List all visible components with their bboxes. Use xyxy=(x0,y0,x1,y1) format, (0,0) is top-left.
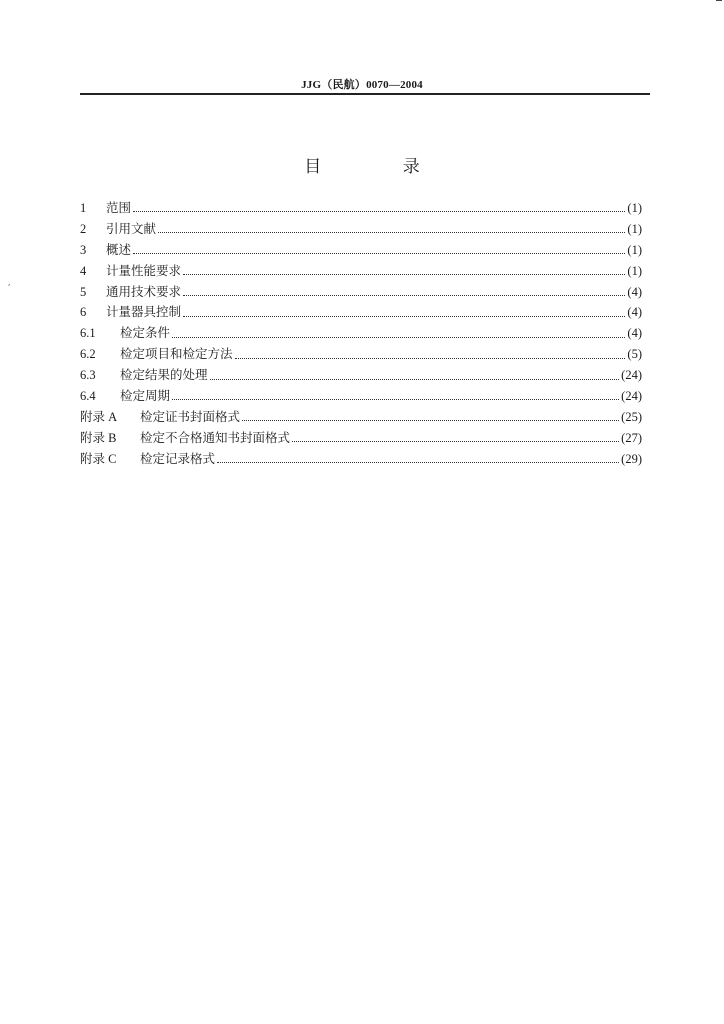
toc-entry-page: (24) xyxy=(621,389,642,404)
toc-entry[interactable] xyxy=(80,323,642,344)
toc-entry-title: 引用文献 xyxy=(106,220,157,236)
toc-entry-page: (4) xyxy=(627,284,642,299)
toc-entry-title: 检定证书封面格式 xyxy=(140,408,241,424)
toc-entry-title: 计量器具控制 xyxy=(106,304,182,320)
toc-entry-page: (29) xyxy=(621,451,642,466)
toc-dot-leader xyxy=(133,210,625,212)
header-rule xyxy=(80,93,650,95)
toc-entry-title: 检定周期 xyxy=(120,388,171,404)
toc-entry-page: (4) xyxy=(627,326,642,341)
toc-dot-leader xyxy=(217,461,619,463)
toc-dot-leader xyxy=(235,357,626,359)
toc-entry-number: 6.2 xyxy=(80,347,96,362)
toc-entry-page: (1) xyxy=(627,201,642,215)
table-of-contents xyxy=(80,198,642,470)
toc-entry[interactable] xyxy=(80,219,642,240)
page-title: 目 录 xyxy=(304,157,458,177)
toc-entry-page: (1) xyxy=(627,242,642,257)
toc-dot-leader xyxy=(183,315,625,317)
margin-mark: , xyxy=(8,278,11,287)
toc-entry-title: 检定结果的处理 xyxy=(120,367,208,383)
toc-entry-number: 2 xyxy=(80,221,87,236)
toc-dot-leader xyxy=(172,398,619,400)
toc-entry-page: (4) xyxy=(627,305,642,320)
toc-entry-number: 附录 C xyxy=(80,451,117,466)
toc-dot-leader xyxy=(183,273,625,275)
toc-entry-number: 4 xyxy=(80,263,87,278)
scan-corner-mark xyxy=(716,0,722,1)
toc-entry-title: 概述 xyxy=(106,241,132,257)
toc-entry[interactable] xyxy=(80,407,642,428)
toc-entry[interactable] xyxy=(80,365,642,386)
toc-entry[interactable] xyxy=(80,386,642,407)
toc-dot-leader xyxy=(133,252,625,254)
toc-entry-title: 范围 xyxy=(106,200,132,215)
toc-entry[interactable] xyxy=(80,282,642,303)
toc-dot-leader xyxy=(242,419,619,421)
toc-dot-leader xyxy=(292,440,619,442)
toc-entry-title: 计量性能要求 xyxy=(106,262,182,278)
toc-entry-page: (5) xyxy=(627,347,642,362)
toc-entry[interactable] xyxy=(80,240,642,261)
toc-entry-page: (1) xyxy=(627,263,642,278)
toc-entry-page: (25) xyxy=(621,409,642,424)
toc-entry[interactable] xyxy=(80,449,642,470)
document-code-header: JJG（民航）0070—2004 xyxy=(301,79,423,91)
toc-dot-leader xyxy=(172,336,625,338)
toc-entry[interactable] xyxy=(80,428,642,449)
toc-entry-number: 1 xyxy=(80,201,87,215)
toc-entry-number: 5 xyxy=(80,284,87,299)
toc-entry-number: 6 xyxy=(80,305,87,320)
toc-dot-leader xyxy=(158,231,625,233)
toc-entry-title: 通用技术要求 xyxy=(106,283,182,299)
toc-entry-number: 3 xyxy=(80,242,87,257)
toc-entry-number: 6.3 xyxy=(80,368,96,383)
toc-entry-title: 检定不合格通知书封面格式 xyxy=(140,429,291,445)
toc-entry[interactable] xyxy=(80,302,642,323)
toc-entry[interactable] xyxy=(80,198,642,219)
toc-entry-number: 附录 B xyxy=(80,430,117,445)
toc-entry-number: 附录 A xyxy=(80,409,118,424)
toc-entry-title: 检定条件 xyxy=(120,325,171,341)
toc-entry-page: (27) xyxy=(621,430,642,445)
toc-entry[interactable] xyxy=(80,344,642,365)
toc-entry-number: 6.1 xyxy=(80,326,96,341)
toc-dot-leader xyxy=(210,378,620,380)
toc-entry-page: (1) xyxy=(627,221,642,236)
toc-entry-page: (24) xyxy=(621,368,642,383)
toc-entry-title: 检定项目和检定方法 xyxy=(120,346,233,362)
toc-entry-number: 6.4 xyxy=(80,389,96,404)
toc-entry-title: 检定记录格式 xyxy=(140,450,216,466)
toc-dot-leader xyxy=(183,294,625,296)
toc-entry[interactable] xyxy=(80,261,642,282)
